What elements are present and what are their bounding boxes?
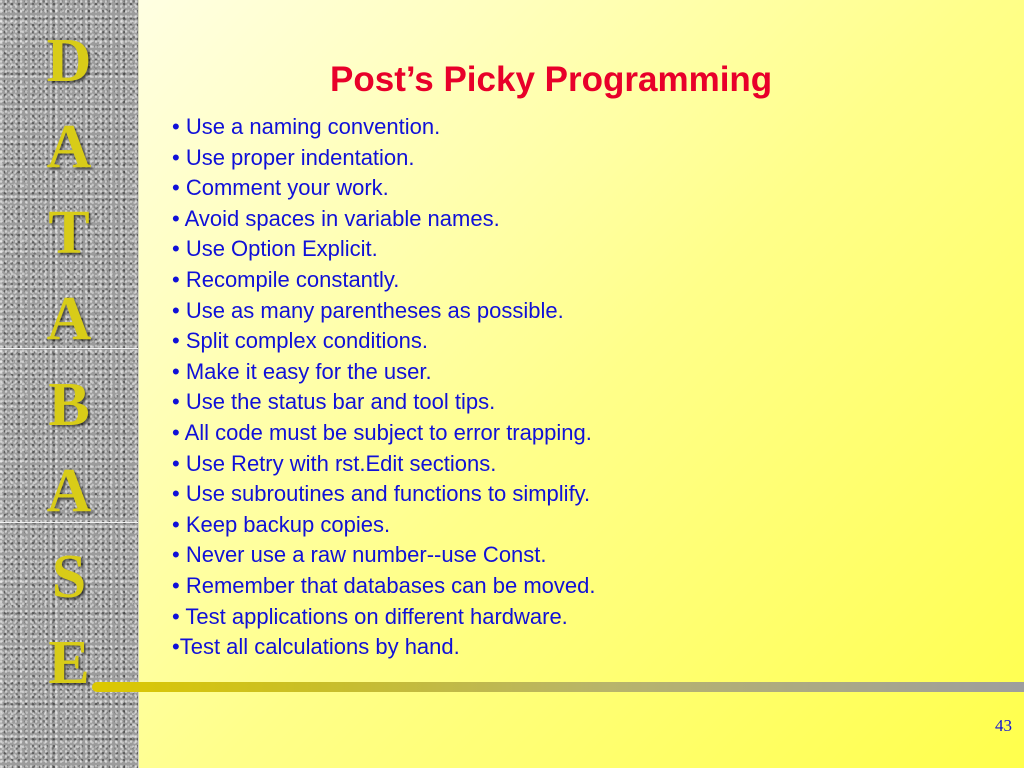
sidebar-letter: A bbox=[46, 285, 92, 353]
gradient-divider-bar bbox=[92, 682, 1024, 692]
bullet-item: • Keep backup copies. bbox=[172, 511, 391, 537]
bullet-item: • Use a naming convention. bbox=[172, 114, 441, 139]
bullet-item: •Test all calculations by hand. bbox=[172, 634, 460, 660]
sidebar-letter: S bbox=[51, 543, 87, 611]
bullet-item: • Comment your work. bbox=[172, 175, 389, 201]
bullet-item: • Split complex conditions. bbox=[172, 328, 428, 354]
sidebar-letter: A bbox=[46, 113, 92, 181]
bullet-item: • Recompile constantly. bbox=[172, 266, 400, 292]
sidebar-letter: E bbox=[48, 629, 90, 697]
slide-title: Post’s Picky Programming bbox=[330, 60, 773, 99]
bullet-item: • Use Retry with rst.Edit sections. bbox=[172, 450, 497, 476]
bullet-item: • Test applications on different hardware. bbox=[172, 603, 568, 629]
bullet-item: • Use subroutines and functions to simplify. bbox=[172, 481, 591, 507]
bullet-list bbox=[172, 112, 596, 663]
stone-texture-sidebar bbox=[0, 0, 139, 768]
page-number: 43 bbox=[995, 716, 1012, 735]
sidebar-letter: B bbox=[48, 371, 90, 439]
sidebar-letter: A bbox=[46, 457, 92, 525]
bullet-item: • Make it easy for the user. bbox=[172, 358, 432, 384]
bullet-item: • All code must be subject to error trapping. bbox=[172, 419, 592, 445]
bullet-item: • Remember that databases can be moved. bbox=[172, 572, 596, 598]
bullet-item: • Use the status bar and tool tips. bbox=[172, 389, 496, 415]
sidebar-letter: D bbox=[46, 27, 92, 95]
bullet-item: • Use Option Explicit. bbox=[172, 236, 378, 262]
bullet-item: • Use proper indentation. bbox=[172, 144, 415, 170]
bullet-item: • Avoid spaces in variable names. bbox=[172, 205, 500, 231]
sidebar-vertical-word bbox=[0, 18, 138, 706]
sidebar-letter: T bbox=[48, 199, 90, 267]
bullet-item: • Never use a raw number--use Const. bbox=[172, 542, 547, 568]
bullet-item: • Use as many parentheses as possible. bbox=[172, 297, 564, 323]
